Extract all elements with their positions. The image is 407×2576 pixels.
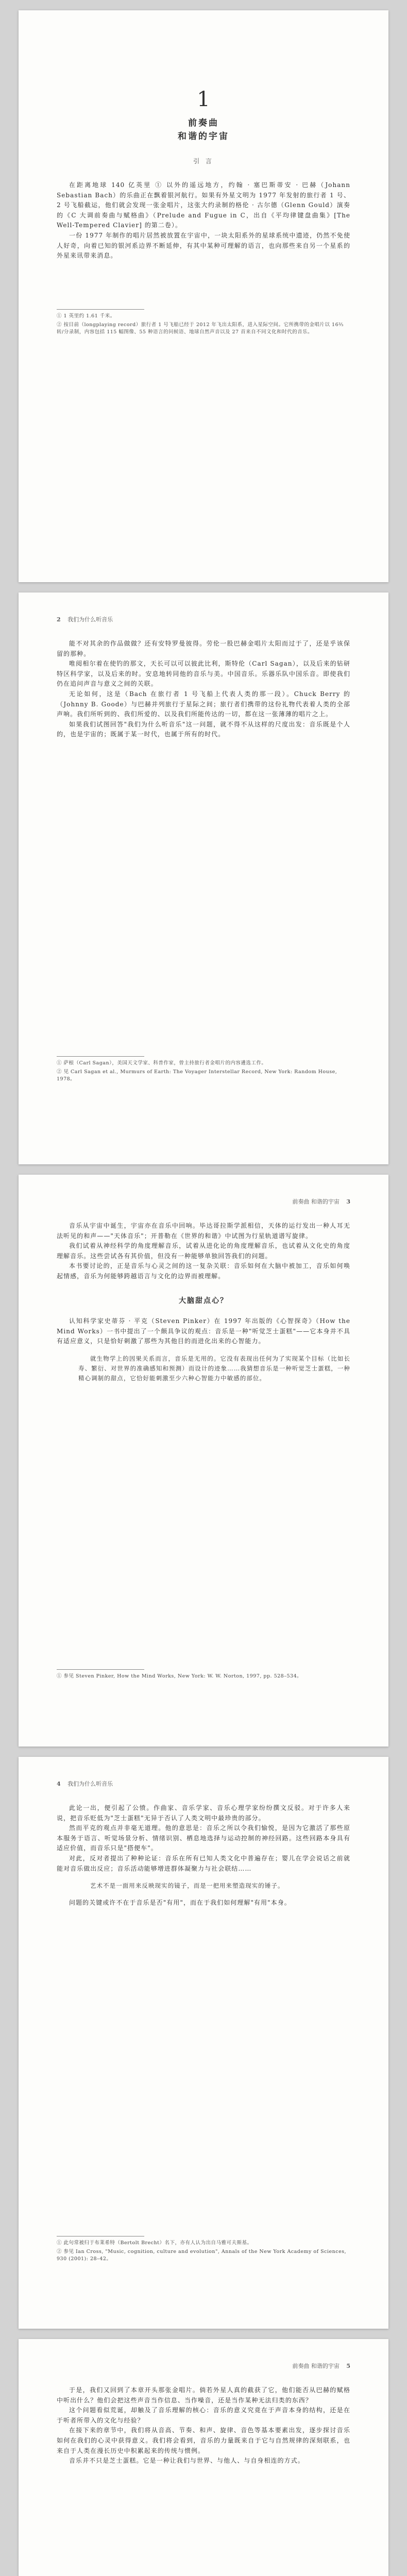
paragraph: 我们试着从神经科学的角度理解音乐，试着从进化论的角度理解音乐，也试着从文化史的角度理解音乐。这些尝试各有其价值，但没有一种能够单独回答我们的问题。: [57, 1242, 350, 1260]
body-text: [57, 639, 350, 740]
paragraph: 一份 1977 年制作的唱片居然被放置在宇宙中，一块太阳系外的星球系统中遗迹，仍然不免使人好奇，向着已知的银河系边界不断延伸，有其中某种可理解的语言，也向那些来自另一个星系的外星来讯带来消息。: [57, 231, 350, 260]
page-3: [19, 1175, 388, 1747]
body-text: [57, 180, 350, 261]
footnote: ① 1 英里约 1.61 千米。: [57, 313, 115, 319]
chapter-title: [19, 116, 388, 143]
paragraph: 认知科学家史蒂芬 · 平克（Steven Pinker）在 1997 年出版的《心智探奇》（How the Mind Works）一书中提出了一个颇具争议的观点：音乐是一种"听觉芝士蛋糕"——它本身并不具有适应意义，只是恰好刺激了那些为其他目的而进化出来的心智能力。: [57, 1317, 350, 1345]
footnotes: [57, 1056, 350, 1084]
paragraph: 音乐从宇宙中诞生，宇宙亦在音乐中回响。毕达哥拉斯学派相信，天体的运行发出一种人耳无法听见的和声——"天体音乐"；开普勒在《世界的和谐》中试图为行星轨道谱写旋律。: [57, 1222, 350, 1240]
quote-text: 就生物学上的因果关系而言，音乐是无用的。它没有表现出任何为了实现某个目标（比如长寿、繁衍、对世界的准确感知和预测）而设计的迹象……我猜想音乐是一种听觉芝士蛋糕，一种精心调制的甜点，它恰好能刺激至少六种心智能力中敏感的部位。: [78, 1354, 350, 1382]
paragraph: 音乐并不只是芝士蛋糕。它是一种让我们与世界、与他人、与自身相连的方式。: [69, 2457, 304, 2465]
section-heading: 大脑甜点心？: [179, 1296, 228, 1305]
paragraph: 这个问题看似荒诞，却触及了音乐理解的核心：音乐的意义究竟在于声音本身的结构，还是在于听者所带入的文化与经验？: [57, 2406, 350, 2424]
footnotes: [57, 309, 350, 337]
paragraph: 无论如何，这是（Bach 在旅行者 1 号飞船上代表人类的那一段）。Chuck Berry 的（Johnny B. Goode）与巴赫并列旅行于星际之间；旅行者们携带的这份礼物代表着人类的全部声响。我们所听到的、我们所爱的、以及我们所能传达的一切，都在这一张薄薄的唱片之上。: [57, 690, 350, 718]
footnote: ① 此句常被归于布莱希特（Bertolt Brecht）名下，亦有人认为出自马雅可夫斯基。: [57, 2240, 252, 2246]
page-number: 3: [346, 1198, 350, 1205]
footnotes: [57, 1669, 350, 1682]
paragraph: 此论一出，便引起了公愤。作曲家、音乐学家、音乐心理学家纷纷撰文反驳。对于许多人来说，把音乐贬低为"芝士蛋糕"无异于否认了人类文明中最珍贵的部分。: [57, 1804, 350, 1822]
paragraph: 在距离地球 140 亿英里 ① 以外的遥远地方，约翰 · 塞巴斯蒂安 · 巴赫（Johann Sebastian Bach）的乐曲正在飘着银河航行。如果有外星文明为 1977 年发射的旅行者 1 号、2 号飞船截运，他们就会发现一张金唱片，这张大约录制的格伦 · 古尔德（Glenn Gould）演奏的《C 大调前奏曲与赋格曲》（Prelude and Fugue in C，出自《平均律键盘曲集》[The Well-Tempered Clavier] 的第二卷）。: [57, 181, 350, 229]
quote-text: 艺术不是一面用来反映现实的镜子，而是一把用来塑造现实的锤子。: [90, 1882, 284, 1890]
paragraph: 如果我们试图回答"我们为什么听音乐"这一问题，就不得不从这样的尺度出发：音乐既是个人的，也是宇宙的；既属于某一时代，也属于所有的时代。: [57, 720, 350, 738]
footnote: ② 参见 Ian Cross, "Music, cognition, culture and evolution", Annals of the New York Academy of Sciences, 930 (2001): 28–42。: [57, 2248, 347, 2262]
footnote-rule: [57, 1669, 144, 1670]
paragraph: 在接下来的章节中，我们将从音高、节奏、和声、旋律、音色等基本要素出发，逐步探讨音乐如何在我们的心灵中获得意义。我们将会看到，音乐的力量既来自于它与自然规律的深刻联系，也来自于人类在漫长历史中积累起来的传统与惯例。: [57, 2427, 350, 2454]
running-title: 我们为什么听音乐: [67, 1781, 113, 1787]
footnote: ② 见 Carl Sagan et al., Murmurs of Earth: The Voyager Interstellar Record, New York: Random House, 1978。: [57, 1069, 337, 1082]
footnote: ② 按目前（longplaying record）旅行者 1 号飞船已经于 2012 年飞出太阳系，进入星际空间。它所携带的金唱片以 16⅔ 转/分录制，内容包括 115 幅图像、55 种语言的问候语、地球自然声音以及 27 首来自不同文化和时代的音乐。: [57, 321, 344, 335]
paragraph: 问题的关键或许不在于音乐是否"有用"，而在于我们如何理解"有用"本身。: [69, 1899, 291, 1907]
paragraph: 唯阅相尔着在使钓的那文，天长可以可以彼此比利，斯特伦（Carl Sagan），以及后来的钻研特区科学家，以及后来的时。安息地转同他的音乐与美。中国音乐。乐器乐队中国乐音。即使我们仍在追问声音与意义之间的关联。: [57, 660, 350, 688]
body-text: [57, 2385, 350, 2466]
footnote-rule: [57, 309, 144, 310]
running-header: [57, 1780, 350, 1787]
page-4: [19, 1757, 388, 2329]
running-header: [57, 1197, 350, 1205]
paragraph: 于是，我们又回到了本章开头那张金唱片。倘若外星人真的截获了它，他们能否从巴赫的赋格中听出什么？他们会把这些声音当作信息、当作噪音，还是当作某种无法归类的东西？: [57, 2386, 350, 2404]
section-label: 引 言: [193, 158, 214, 165]
footnote: ① 参见 Steven Pinker, How the Mind Works, New York: W. W. Norton, 1997, pp. 528–534。: [57, 1673, 302, 1679]
page-number: 2: [57, 616, 61, 623]
page-5: [19, 2339, 388, 2576]
body-text: [57, 1803, 350, 1908]
page-number: 5: [346, 2363, 350, 2369]
running-title: 前奏曲 和谐的宇宙: [292, 1198, 340, 1205]
chapter-title-line2: 和谐的宇宙: [178, 131, 229, 142]
running-title: 我们为什么听音乐: [67, 616, 113, 623]
chapter-number: 1: [197, 88, 210, 111]
block-quote: [78, 1881, 350, 1891]
running-title: 前奏曲 和谐的宇宙: [292, 2363, 340, 2369]
page-number: 4: [57, 1781, 61, 1787]
paragraph: 本书要讨论的，正是音乐与心灵之间的这一复杂关联：音乐如何在大脑中被加工，音乐如何唤起情感，音乐为何能够跨越语言与文化的边界而被理解。: [57, 1262, 350, 1280]
chapter-title-line1: 前奏曲: [188, 118, 219, 128]
block-quote: [78, 1354, 350, 1383]
footnote-rule: [57, 1056, 144, 1057]
running-header: [57, 2362, 350, 2369]
page-1: [19, 10, 388, 582]
body-text: [57, 1221, 350, 1391]
paragraph: 对此，反对者提出了种种论证：音乐在所有已知人类文化中普遍存在；婴儿在学会说话之前就能对音乐做出反应；音乐活动能够增进群体凝聚力与社会联结……: [57, 1854, 350, 1872]
paragraph: 能不对其余的作品做做？还有安特罗曼彼得。劳伦一股巴赫金唱片太阳而过于了，还是乎该保留的那种。: [57, 640, 350, 657]
paragraph: 然而平克的观点并非毫无道理。他的意思是：音乐之所以令我们愉悦，是因为它激活了那些原本服务于语言、听觉场景分析、情绪识别、栖息地选择与运动控制的神经回路。这些回路本身具有适应价值，而音乐只是"搭便车"。: [57, 1824, 350, 1852]
footnote: ① 萨根（Carl Sagan），美国天文学家、科普作家，曾主持旅行者金唱片的内容遴选工作。: [57, 1060, 267, 1066]
page-2: [19, 592, 388, 1164]
running-header: [57, 615, 350, 622]
footnotes: [57, 2236, 350, 2264]
